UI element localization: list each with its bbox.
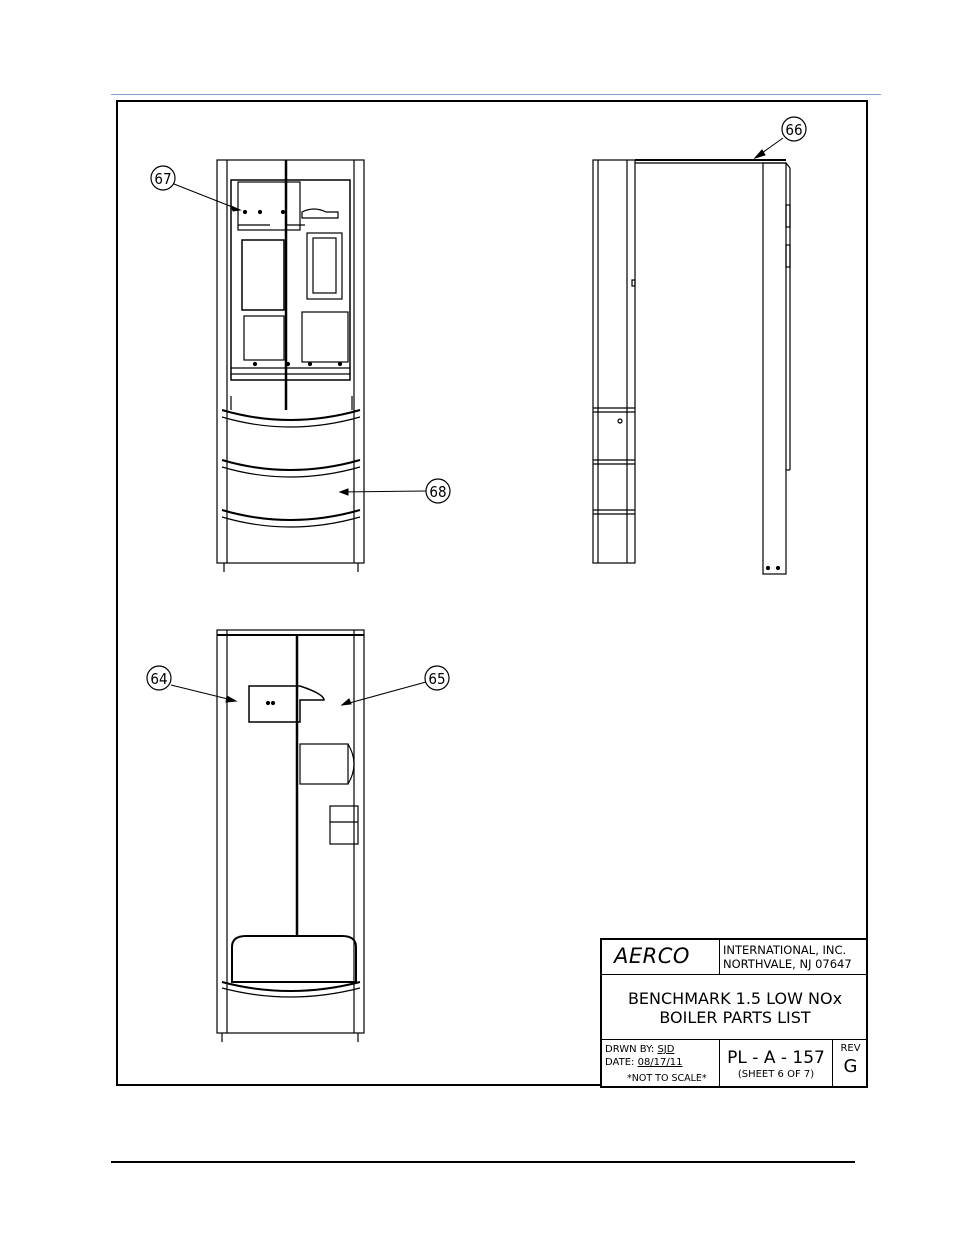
drawing-title [602, 975, 868, 1040]
drawn-by-block [602, 1040, 720, 1088]
date-label: DATE: [605, 1057, 635, 1068]
title-line-2: BOILER PARTS LIST [659, 1008, 811, 1027]
company-logo [602, 940, 720, 975]
callout-67 [151, 166, 175, 190]
callout-67-label: 67 [154, 170, 172, 188]
callout-65-label: 65 [428, 670, 446, 688]
company-address [720, 940, 868, 975]
drawing-number: PL - A - 157 [727, 1048, 825, 1068]
footer-rule [111, 1161, 855, 1163]
callout-66 [782, 117, 806, 141]
drawing-number-block [720, 1040, 833, 1088]
date-value: 08/17/11 [637, 1057, 683, 1068]
title-line-1: BENCHMARK 1.5 LOW NOx [627, 989, 843, 1008]
callout-65 [425, 666, 449, 690]
rev-label: REV [840, 1043, 861, 1054]
title-block [600, 938, 868, 1088]
scale-note: *NOT TO SCALE* [627, 1073, 707, 1084]
address-line-2: NORTHVALE, NJ 07647 [723, 957, 852, 971]
drawn-value: SJD [657, 1044, 675, 1055]
callout-64-label: 64 [150, 670, 168, 688]
sheet-number: (SHEET 6 OF 7) [737, 1069, 815, 1080]
callout-68 [426, 479, 450, 503]
company-name: AERCO [614, 944, 690, 968]
revision-block [833, 1040, 868, 1088]
address-line-1: INTERNATIONAL, INC. [723, 943, 847, 957]
callout-66-label: 66 [785, 121, 803, 139]
rev-value: G [843, 1056, 858, 1077]
callout-68-label: 68 [429, 483, 447, 501]
callout-64 [147, 666, 171, 690]
drawn-label: DRWN BY: [605, 1044, 655, 1055]
